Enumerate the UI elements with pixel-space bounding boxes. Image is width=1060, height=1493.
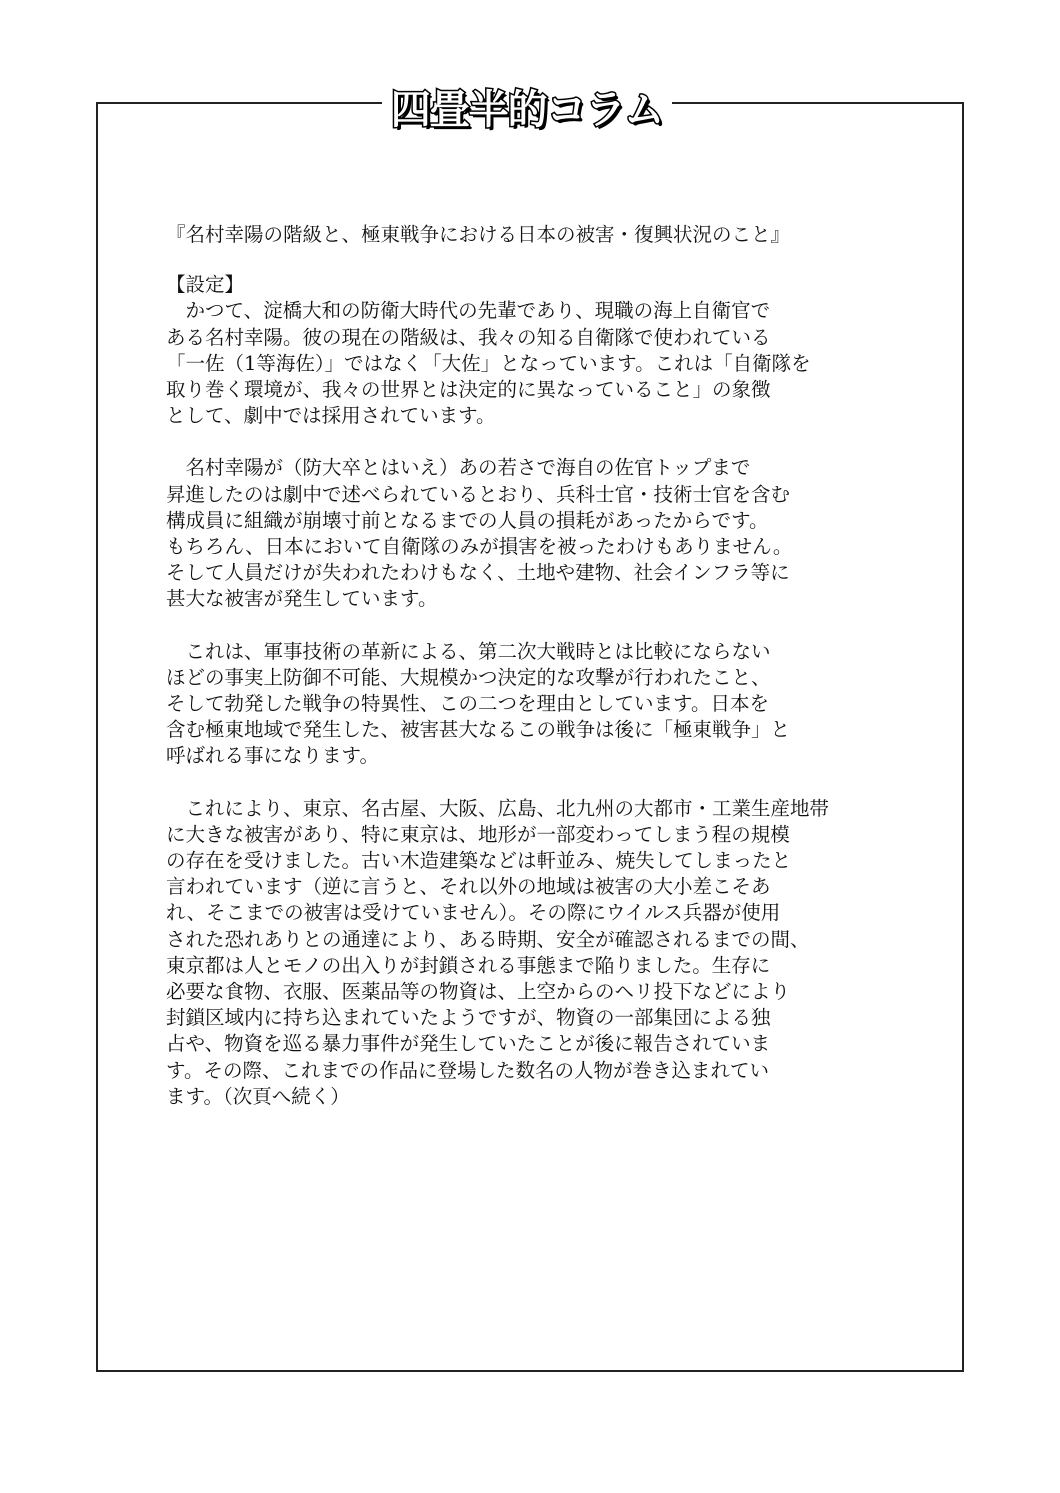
paragraph-line: ある名村幸陽。彼の現在の階級は、我々の知る自衛隊で使われている: [166, 325, 771, 349]
paragraph-line: 「一佐（1等海佐）」ではなく「大佐」となっています。これは「自衛隊を: [166, 351, 811, 375]
paragraph-line: 占や、物資を巡る暴力事件が発生していたことが後に報告されていま: [166, 1032, 771, 1056]
paragraph: [166, 455, 926, 612]
paragraph-line: ほどの事実上防御不可能、大規模かつ決定的な攻撃が行われたこと、: [166, 665, 771, 689]
paragraph-line: に大きな被害があり、特に東京は、地形が一部変わってしまう程の規模: [166, 822, 790, 846]
paragraph-line: 東京都は人とモノの出入りが封鎖される事態まで陥りました。生存に: [166, 953, 771, 977]
paragraph-line: 甚大な被害が発生しています。: [166, 587, 438, 611]
column-logo: [382, 78, 672, 134]
paragraph-line: 取り巻く環境が、我々の世界とは決定的に異なっていること」の象徴: [166, 378, 771, 402]
paragraph-line: そして人員だけが失われたわけもなく、土地や建物、社会インフラ等に: [166, 561, 790, 585]
paragraph-line: かつて、淀橋大和の防衛大時代の先輩であり、現職の海上自衛官で: [166, 299, 771, 323]
paragraph-line: もちろん、日本において自衛隊のみが損害を被ったわけもありません。: [166, 535, 793, 559]
article-title: 『名村幸陽の階級と、極東戦争における日本の被害・復興状況のこと』: [166, 223, 791, 246]
paragraph-line: そして勃発した戦争の特異性、この二つを理由としています。日本を: [166, 692, 769, 716]
paragraph-line: 構成員に組織が崩壊寸前となるまでの人員の損耗があったからです。: [166, 508, 769, 532]
paragraph: [166, 298, 926, 429]
paragraph-line: 封鎖区域内に持ち込まれていたようですが、物資の一部集団による独: [166, 1006, 771, 1030]
paragraph-line: 昇進したのは劇中で述べられているとおり、兵科士官・技術士官を含む: [166, 482, 791, 506]
paragraph-line: 名村幸陽が（防大卒とはいえ）あの若さで海自の佐官トップまで: [166, 456, 751, 480]
paragraph-line: これは、軍事技術の革新による、第二次大戦時とは比較にならない: [166, 639, 771, 663]
paragraph-line: として、劇中では採用されています。: [166, 404, 496, 428]
paragraph-line: 必要な食物、衣服、医薬品等の物資は、上空からのヘリ投下などにより: [166, 980, 791, 1004]
paragraph-line: す。その際、これまでの作品に登場した数名の人物が巻き込まれてい: [166, 1058, 769, 1082]
paragraph-line: 言われています（逆に言うと、それ以外の地域は被害の大小差こそあ: [166, 875, 771, 899]
paragraph-line: 含む極東地域で発生した、被害甚大なるこの戦争は後に「極東戦争」と: [166, 718, 791, 742]
section-label: 【設定】: [166, 273, 245, 297]
paragraph-line: これにより、東京、名古屋、大阪、広島、北九州の大都市・工業生産地帯: [166, 796, 830, 820]
paragraph-line: ます。（次頁へ続く）: [166, 1084, 350, 1108]
column-logo-text: 四畳半的コラム: [390, 86, 664, 133]
paragraph: [166, 796, 926, 1110]
paragraph-line: れ、そこまでの被害は受けていません）。その際にウイルス兵器が使用: [166, 901, 781, 925]
paragraph-line: 呼ばれる事になります。: [166, 744, 379, 768]
paragraph-line: された恐れありとの通達により、ある時期、安全が確認されるまでの間、: [166, 927, 810, 951]
article-body: [166, 216, 926, 1110]
paragraph-line: の存在を受けました。古い木造建築などは軒並み、焼失してしまったと: [166, 849, 792, 873]
paragraph: [166, 639, 926, 770]
